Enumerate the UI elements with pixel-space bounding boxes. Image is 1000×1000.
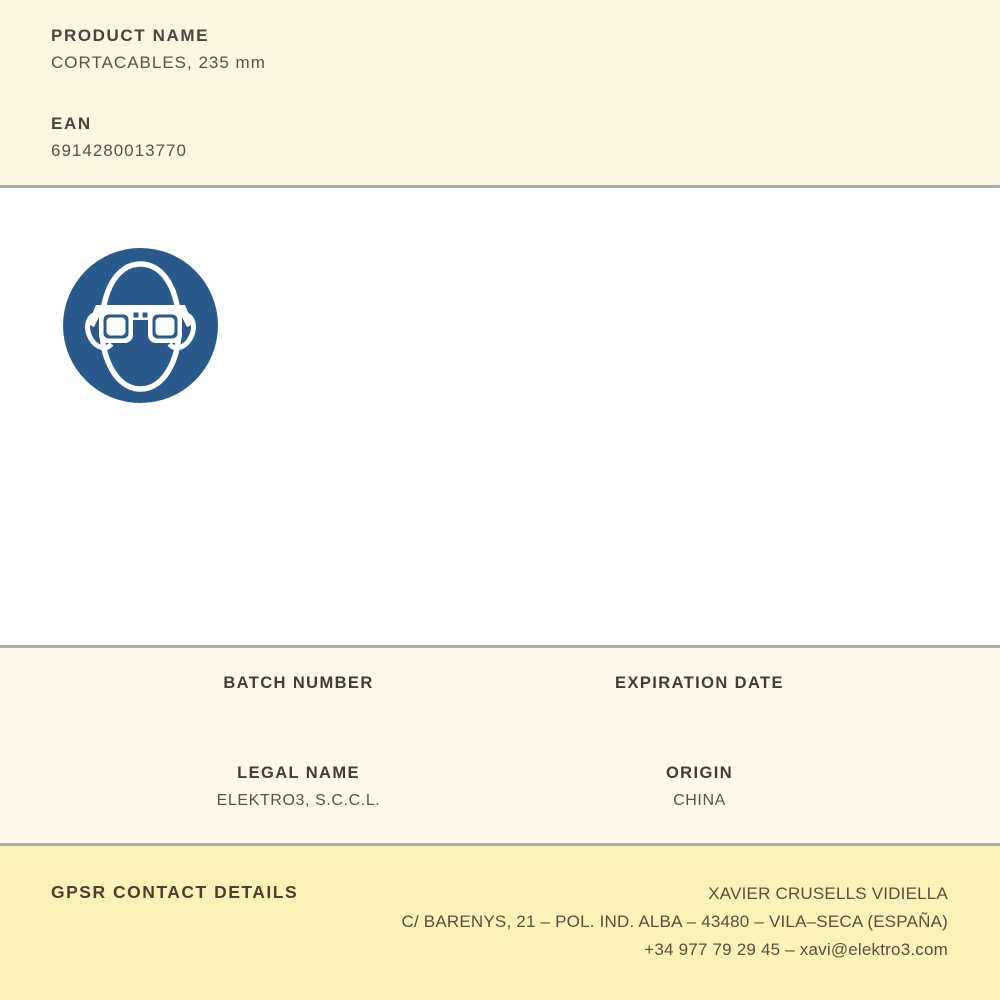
- origin-label: ORIGIN: [665, 764, 734, 782]
- contact-phone-email: +34 977 79 29 45 – xavi@elektro3.com: [644, 940, 948, 959]
- wear-eye-protection-icon: [63, 248, 218, 403]
- legal-name-field: [98, 763, 499, 811]
- product-header-section: [0, 0, 1000, 185]
- contact-person-name: XAVIER CRUSELLS VIDIELLA: [708, 884, 948, 903]
- origin-field: [499, 763, 900, 811]
- product-name-value: CORTACABLES, 235 mm: [51, 53, 266, 72]
- origin-value: CHINA: [673, 792, 726, 809]
- contact-address: C/ BARENYS, 21 – POL. IND. ALBA – 43480 – VILA–SECA (ESPAÑA): [401, 912, 948, 931]
- expiration-date-label: EXPIRATION DATE: [615, 674, 784, 692]
- gpsr-contact-section: [0, 846, 1000, 1000]
- batch-number-label: BATCH NUMBER: [223, 674, 374, 692]
- expiration-date-field: [499, 673, 900, 693]
- pictogram-section: [0, 188, 1000, 645]
- gpsr-contact-block: [401, 880, 948, 964]
- ean-field: [51, 114, 949, 160]
- legal-name-label: LEGAL NAME: [237, 764, 360, 782]
- ean-label: EAN: [51, 114, 92, 133]
- details-section: [0, 648, 1000, 843]
- batch-number-field: [98, 673, 499, 693]
- product-name-label: PRODUCT NAME: [51, 26, 210, 45]
- gpsr-contact-label: GPSR CONTACT DETAILS: [51, 882, 299, 902]
- product-name-field: [51, 26, 949, 72]
- ean-value: 6914280013770: [51, 141, 187, 160]
- legal-name-value: ELEKTRO3, S.C.C.L.: [216, 792, 381, 809]
- details-row-1: [0, 673, 1000, 693]
- details-row-2: [0, 763, 1000, 811]
